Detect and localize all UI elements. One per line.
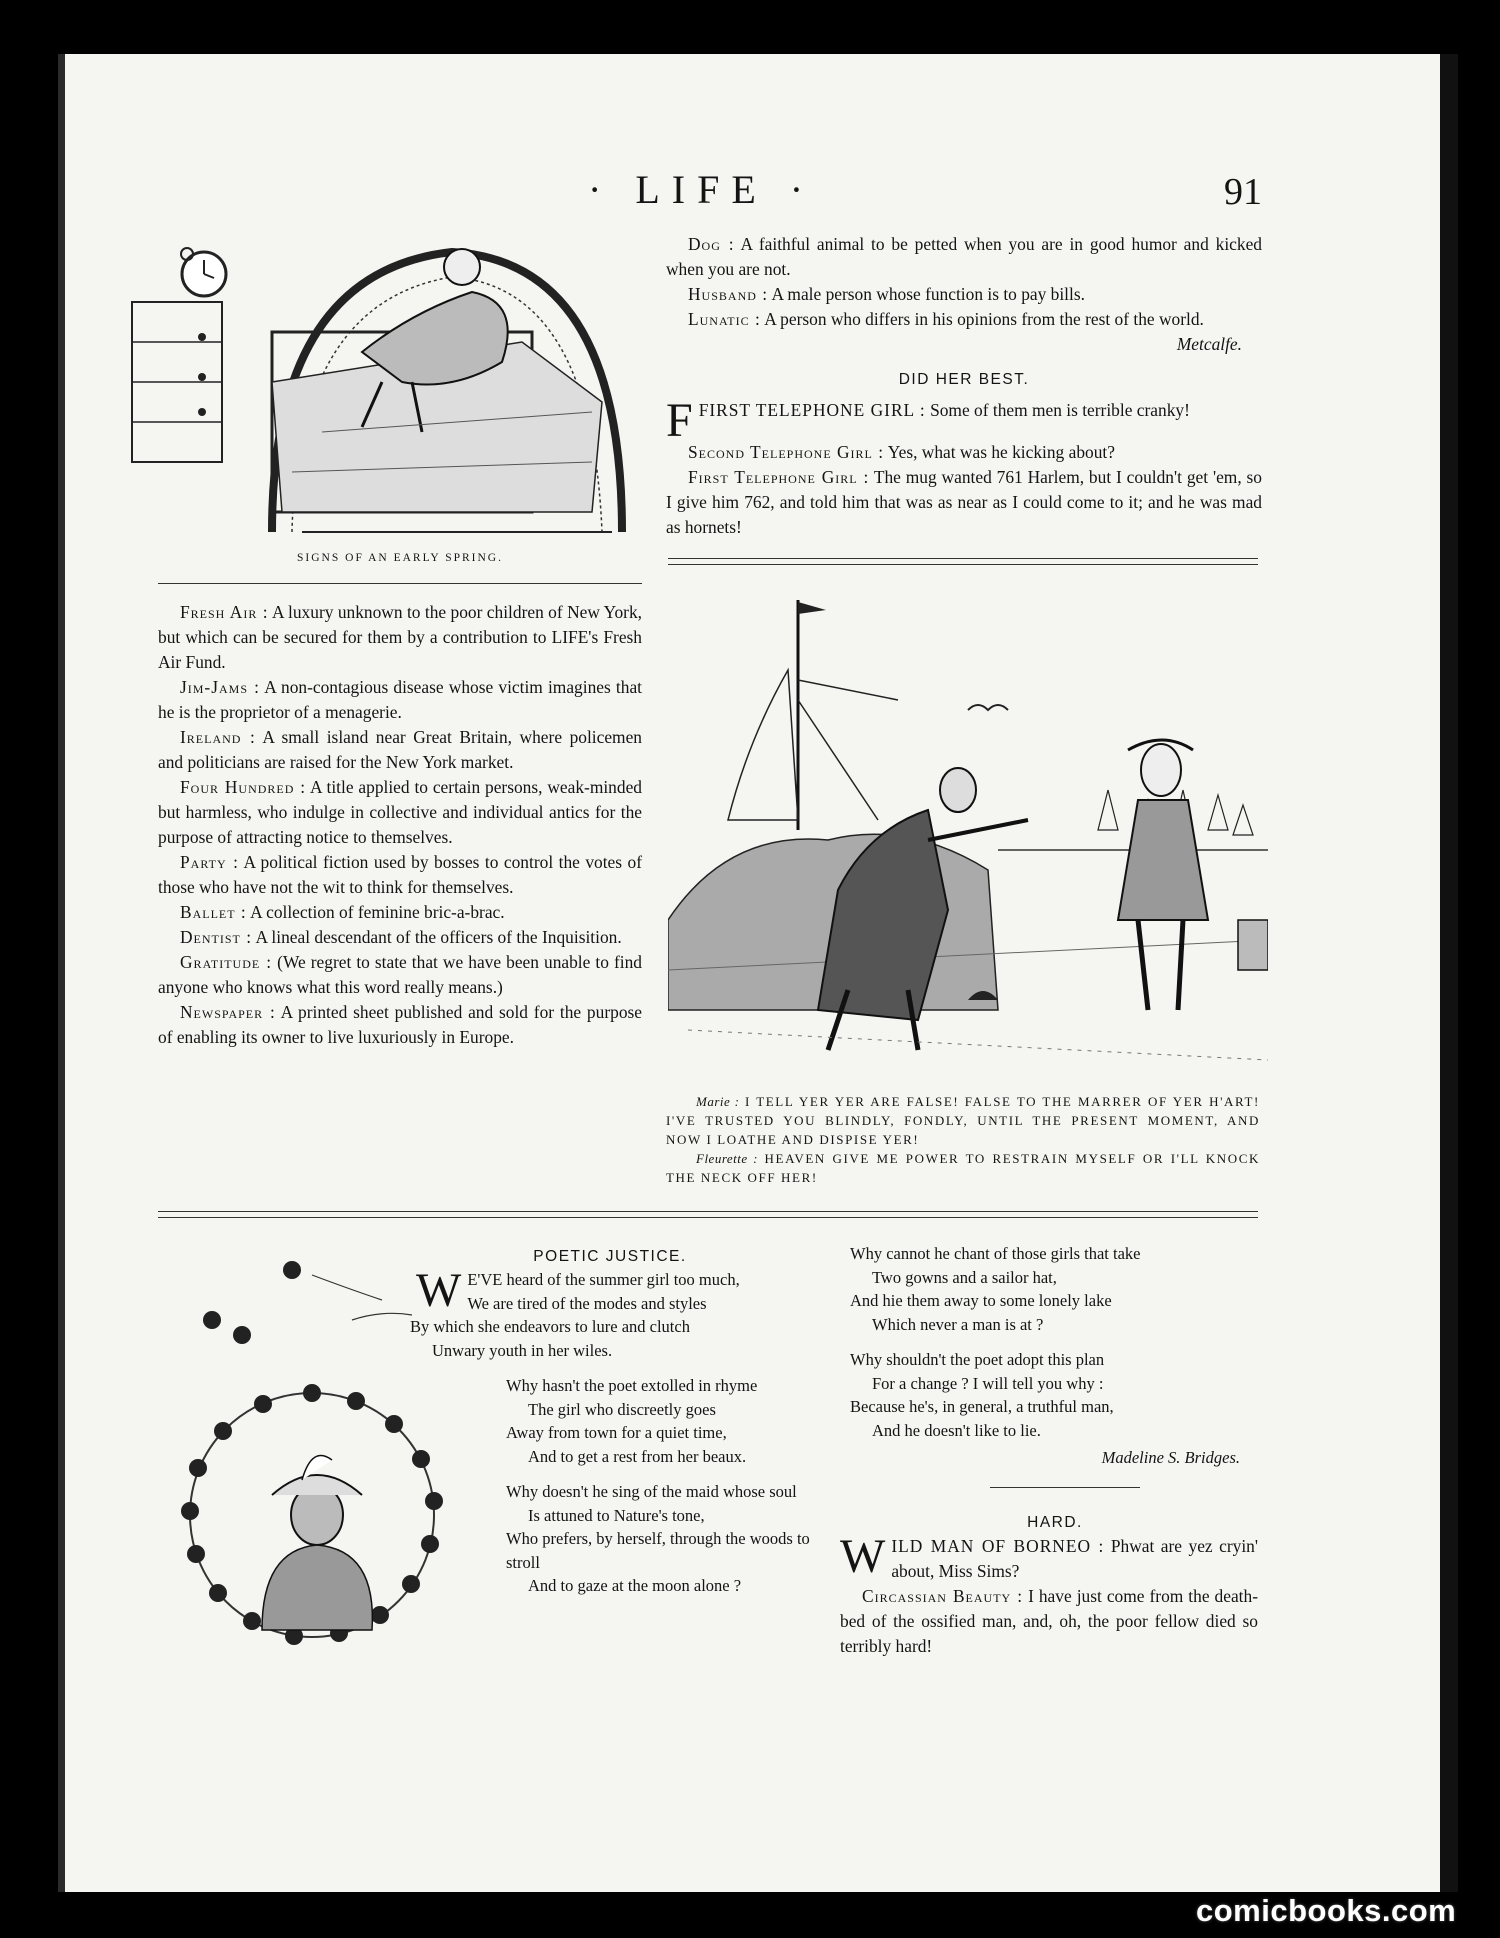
hard-line-1: WILD MAN OF BORNEO : Phwat are yez cryin' about, Miss Sims? <box>840 1530 1258 1583</box>
def-dentist: Dentist : A lineal descendant of the officers of the Inquisition. <box>180 927 622 947</box>
def-newspaper: Newspaper : A printed sheet published and sold for the purpose of enabling its owner to live luxuriously in Europe. <box>158 1002 642 1047</box>
poem-stanza-1: W E'VE heard of the summer girl too much, We are tired of the modes and styles By which she endeavors to lure and clutch Unwary youth in her wiles. <box>410 1264 740 1360</box>
did-her-best-line-2: Second Telephone Girl : Yes, what was he kicking about? <box>688 442 1115 462</box>
magazine-title: · LIFE · <box>588 167 816 212</box>
def-ballet: Ballet : A collection of feminine bric-a-brac. <box>180 902 505 922</box>
def-fresh-air: Fresh Air : A luxury unknown to the poor children of New York, but which can be secured for them by a contribution to LIFE's Fresh Air Fund. <box>158 602 643 672</box>
heading-poetic-justice: POETIC JUSTICE. <box>533 1248 687 1265</box>
poem-stanza-5: Why shouldn't the poet adopt this plan For a change ? I will tell you why : Because he's, in general, a truthful man, And he doesn't like to lie. <box>850 1350 1114 1440</box>
hard-text <box>840 1530 1258 1659</box>
hard-line-2: Circassian Beauty : I have just come from the death-bed of the ossified man, and, oh, the poor fellow died so terribly hard! <box>840 1586 1258 1656</box>
definitions-top <box>666 232 1262 540</box>
dropcap-w: W <box>416 1264 462 1317</box>
poem-stanza-2: Why hasn't the poet extolled in rhyme The girl who discreetly goes Away from town for a quiet time, And to get a rest from her beaux. <box>506 1376 758 1466</box>
spring-illustration <box>122 232 642 552</box>
poem-stanza-3: Why doesn't he sing of the maid whose soul Is attuned to Nature's tone, Who prefers, by herself, through the woods to stroll And to gaze at the moon alone ? <box>506 1482 810 1595</box>
dialog-marie: Marie : I TELL YER YER ARE FALSE! FALSE TO THE MARRER OF YER H'ART! I'VE TRUSTED YOU BLINDLY, FONDLY, UNTIL THE PRESENT MOMENT, AND NOW I LOATHE AND DISPISE YER! <box>666 1094 1260 1147</box>
page-spine <box>58 54 65 1892</box>
poem-poetic-justice-right <box>850 1242 1260 1470</box>
definitions-left <box>158 600 642 1050</box>
def-gratitude: Gratitude : (We regret to state that we have been unable to find anyone who knows what this word really means.) <box>158 952 642 997</box>
did-her-best-line-1: FFIRST TELEPHONE GIRL : Some of them men is terrible cranky! <box>666 394 1190 447</box>
rule-short <box>990 1487 1140 1488</box>
poem-poetic-justice-left <box>410 1264 810 1610</box>
def-dog: Dog : A faithful animal to be petted when you are in good humor and kicked when you are not. <box>666 234 1262 279</box>
heading-did-her-best: DID HER BEST. <box>898 371 1030 388</box>
def-party: Party : A political fiction used by bosses to control the votes of those who have not the wit to think for themselves. <box>158 852 643 897</box>
poem-stanza-4: Why cannot he chant of those girls that take Two gowns and a sailor hat, And hie them away to some lonely lake Which never a man is at ? <box>850 1244 1141 1334</box>
did-her-best-line-3: First Telephone Girl : The mug wanted 761 Harlem, but I couldn't get 'em, so I give him 762, and told him that was as near as I could come to it; and he was mad as hornets! <box>666 467 1262 537</box>
beach-illustration <box>668 590 1268 1080</box>
def-jim-jams: Jim-Jams : A non-contagious disease whose victim imagines that he is the proprietor of a menagerie. <box>158 677 643 722</box>
signature-metcalfe: Metcalfe. <box>1176 334 1242 354</box>
dropcap-w2: W <box>840 1530 886 1583</box>
rule-left-mid <box>158 583 642 584</box>
signature-bridges: Madeline S. Bridges. <box>1101 1448 1240 1467</box>
def-four-hundred: Four Hundred : A title applied to certain persons, weak-minded but harmless, who indulge in collective and individual antics for the purpose of attracting notice to themselves. <box>158 777 642 847</box>
rule-full-width <box>158 1211 1258 1218</box>
def-lunatic: Lunatic : A person who differs in his opinions from the rest of the world. <box>688 309 1204 329</box>
watermark: comicbooks.com <box>1196 1893 1457 1928</box>
spring-caption: SIGNS OF AN EARLY SPRING. <box>297 552 503 564</box>
page-number: 91 <box>1224 171 1262 213</box>
beach-dialog <box>666 1092 1260 1187</box>
def-husband: Husband : A male person whose function is to pay bills. <box>688 284 1085 304</box>
dropcap-f: F <box>666 394 693 447</box>
def-ireland: Ireland : A small island near Great Britain, where policemen and politicians are raised for the New York market. <box>158 727 642 772</box>
page-binding-edge <box>1440 54 1458 1892</box>
heading-hard: HARD. <box>1027 1514 1083 1531</box>
dialog-fleurette: Fleurette : HEAVEN GIVE ME POWER TO RESTRAIN MYSELF OR I'LL KNOCK THE NECK OFF HER! <box>666 1151 1260 1185</box>
rule-top-right <box>668 558 1258 565</box>
